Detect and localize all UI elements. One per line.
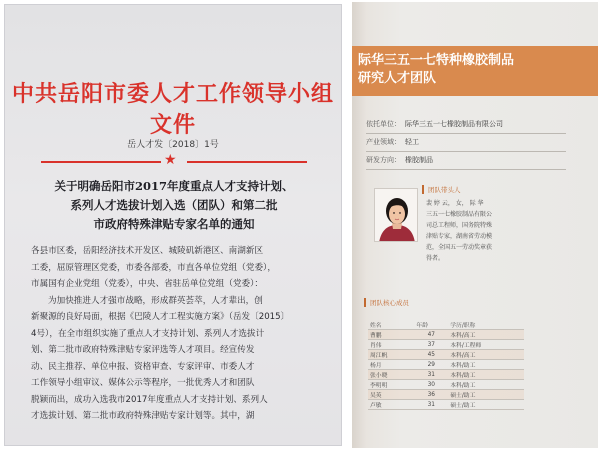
member-name: 李明明	[368, 380, 414, 390]
star-icon: ★	[164, 152, 177, 168]
body-line: 脱颖而出，成功入选我市2017年度重点人才支持计划、系列人	[31, 394, 268, 405]
member-name: 吴英	[368, 390, 414, 400]
leader-text-line: 范，全国五一劳动奖章获	[426, 244, 493, 251]
member-age: 36	[414, 390, 448, 400]
body-line: 工作领导小组审议、媒体公示等程序，一批优秀人才和团队	[31, 378, 255, 388]
member-degree: 本科/助工	[448, 380, 524, 390]
document-title: 中共岳阳市委人才工作领导小组文件	[11, 81, 334, 138]
heading-line: 市政府特殊津贴专家名单的通知	[93, 217, 255, 231]
member-age: 30	[414, 380, 448, 390]
table-row	[368, 350, 524, 360]
leader-text-line: 得者。	[426, 255, 445, 262]
info-value: 轻工	[405, 138, 419, 146]
government-document-page	[4, 4, 342, 446]
notice-heading	[29, 177, 319, 234]
brochure-title	[358, 52, 588, 88]
info-row	[366, 116, 566, 134]
section-marker	[422, 185, 424, 194]
info-row	[366, 134, 566, 152]
member-age: 45	[414, 350, 448, 360]
team-section-title: 团队核心成员	[370, 299, 409, 307]
table-header-row	[368, 320, 524, 330]
member-name: 杨月	[368, 360, 414, 370]
brochure-title-line: 研究人才团队	[358, 71, 437, 86]
body-line: 工委，屈原管理区党委，市委各部委，市直各单位党组（党委），	[31, 262, 276, 273]
leader-text-line: 裴 婷 云， 女， 际 华	[426, 200, 484, 207]
member-name: 肖伟	[368, 340, 414, 350]
body-line: 划、第二批市政府特殊津贴专家评选等人才项目。经宣传发	[31, 345, 255, 355]
leader-text-line: 津贴专家，湖南省劳动模	[426, 233, 493, 240]
table-row	[368, 340, 524, 350]
table-row	[368, 360, 524, 370]
info-key: 产业领域：	[366, 138, 401, 146]
member-age: 29	[414, 360, 448, 370]
member-degree: 硕士/助工	[448, 390, 524, 400]
table-row	[368, 390, 524, 400]
document-number: 岳人才发〔2018〕1号	[127, 140, 219, 150]
body-line: 为加快推进人才强市战略，形成群英荟萃，人才辈出，创	[48, 295, 263, 306]
body-line: 才选拔计划、第二批市政府特殊津贴专家计划等。其中，湖	[31, 411, 255, 421]
table-row	[368, 380, 524, 390]
member-name: 曹鹏	[368, 330, 414, 340]
table-row	[368, 400, 524, 410]
red-divider	[41, 152, 307, 168]
member-name: 周江帆	[368, 350, 414, 360]
member-age: 47	[414, 330, 448, 340]
member-degree: 本科/高工	[448, 330, 524, 340]
column-header: 姓名	[368, 320, 414, 330]
body-line: 新聚源的良好局面，根据《巴陵人才工程实施方案》（岳发〔2015〕	[31, 312, 290, 322]
member-degree: 硕士/助工	[448, 400, 524, 410]
leader-description	[426, 198, 506, 264]
body-line: 市属国有企业党组（党委），中央、省驻岳单位党组（党委）：	[31, 279, 264, 289]
body-line: 动、民主推荐、单位申报、资格审查、专家评审、市委人才	[31, 361, 255, 372]
section-marker	[364, 298, 366, 307]
body-line: 4号），在全市组织实施了重点人才支持计划、系列人才选拔计	[31, 328, 265, 339]
brochure-title-line: 际华三五一七特种橡胶制品	[358, 53, 515, 68]
body-line: 各县市区委，岳阳经济技术开发区、城陵矶新港区、南湖新区	[31, 246, 264, 256]
info-key: 依托单位：	[366, 120, 401, 128]
member-age: 31	[414, 370, 448, 380]
portrait-icon	[375, 189, 418, 242]
member-degree: 本科/工程师	[448, 340, 524, 350]
heading-line: 系列人才选拔计划入选（团队）和第二批	[70, 198, 278, 212]
brochure-header	[352, 46, 598, 96]
team-info	[366, 116, 566, 170]
info-value: 际华三五一七橡胶制品有限公司	[405, 120, 503, 128]
member-name: 张小晓	[368, 370, 414, 380]
leader-text-line: 司总工程师，国务院特殊	[426, 222, 493, 229]
divider-line-right	[187, 161, 307, 163]
talent-team-brochure-page	[352, 2, 598, 448]
table-row	[368, 330, 524, 340]
info-value: 橡胶制品	[405, 156, 433, 164]
member-degree: 本科/助工	[448, 370, 524, 380]
table-row	[368, 370, 524, 380]
member-degree: 本科/助工	[448, 360, 524, 370]
document-body	[31, 243, 323, 425]
member-age: 31	[414, 400, 448, 410]
team-members-table	[368, 320, 524, 410]
heading-line: 关于明确岳阳市2017年度重点人才支持计划、	[54, 179, 294, 193]
leader-photo	[374, 188, 418, 242]
leader-section-title: 团队带头人	[428, 186, 461, 194]
leader-text-line: 三五一七橡胶制品有限公	[426, 211, 493, 218]
member-age: 37	[414, 340, 448, 350]
column-header: 年龄	[414, 320, 448, 330]
member-name: 卢敏	[368, 400, 414, 410]
info-row	[366, 152, 566, 170]
member-degree: 本科/高工	[448, 350, 524, 360]
info-key: 研发方向：	[366, 156, 401, 164]
divider-line-left	[41, 161, 161, 163]
column-header: 学历/职称	[448, 320, 524, 330]
